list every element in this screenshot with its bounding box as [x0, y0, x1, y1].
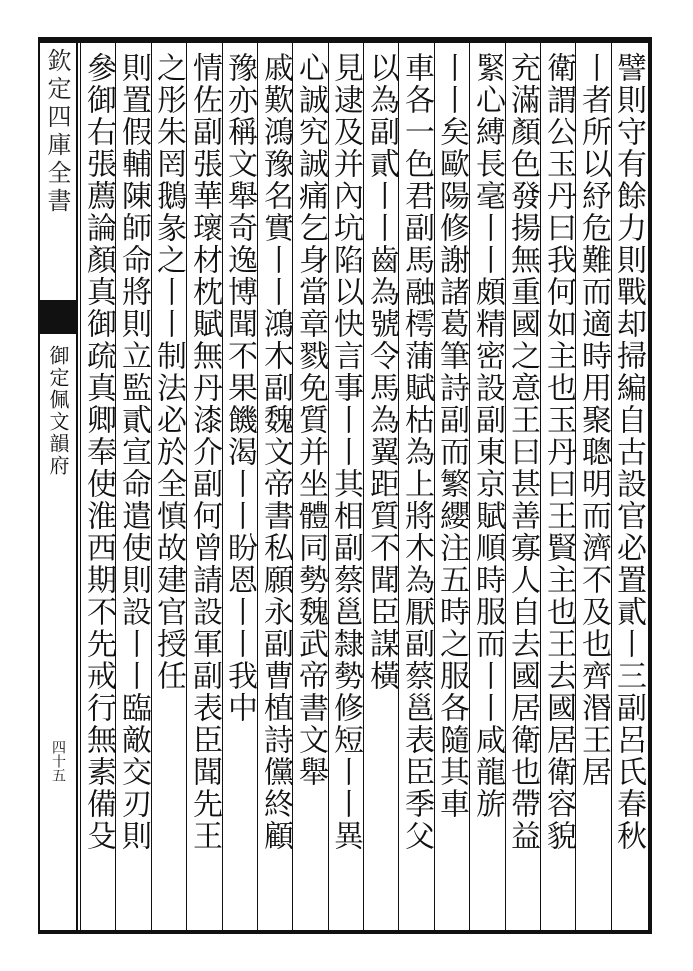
text-column: 見逮及并內坑陷以快言事丨丨其相副蔡邕隸勢修短丨丨異: [328, 52, 363, 852]
text-column: 心誠究誠痛乞身當章戮免質并坐體同勢魏武帝書文舉: [293, 52, 328, 788]
text-column: 豫亦稱文舉奇逸博聞不果饑渴丨丨盼恩丨丨我中: [222, 52, 257, 724]
text-column: 則置假輔陳師命將則立監貳宣命遣使則設丨丨臨敵交刃則: [116, 52, 151, 852]
text-column: 車各一色君副馬融樗蒲賦枯為上將木為厭副蔡邕表臣季父: [399, 52, 434, 852]
text-column: 參御右張薦論顏真御疏真卿奉使淮西期不先戒行無素備殳: [81, 52, 116, 852]
text-column: 之彤朱罔鵝彖之丨丨制法必於全慎故建官授任: [151, 52, 186, 692]
text-column: 充滿顏色發揚無重國之意王曰甚善寡人自去國居衛也帶益: [505, 52, 540, 852]
text-column: 戚歎鴻豫名實丨丨鴻木副魏文帝書私願永副曹植詩儻終顧: [258, 52, 293, 852]
text-column: 衛謂公玉丹曰我何如主也玉丹曰王賢主也王去國居衛容貌: [541, 52, 576, 852]
text-column: 情佐副張華瓌材枕賦無丹漆介副何曾請設軍副表臣聞先王: [187, 52, 222, 852]
frame-right-border: [648, 37, 652, 934]
book-subtitle: 御定佩文韻府: [46, 345, 70, 477]
frame-bottom-border: [40, 930, 652, 934]
text-column: 丨者所以紓危難而適時用聚聰明而濟不及也齊湣王居: [576, 52, 611, 788]
page-number: 四十五: [50, 740, 66, 782]
frame-top-border: [40, 37, 652, 43]
text-column: 丨丨矣歐陽修謝諸葛筆詩副而繁纓注五時之服各隨其車: [434, 52, 469, 820]
fish-tail-block: [38, 300, 78, 334]
text-column: 以為副貳丨丨齒為號令馬為翼距質不聞臣謀橫: [364, 52, 399, 692]
text-column: 譬則守有餘力則戰却掃編自古設官必置貳丨三副呂氏春秋: [611, 52, 646, 852]
text-column: 緊心縛長毫丨丨頗精密設副東京賦順時服而丨丨咸龍旂: [470, 52, 505, 820]
book-title: 欽定四庫全書: [43, 48, 71, 216]
